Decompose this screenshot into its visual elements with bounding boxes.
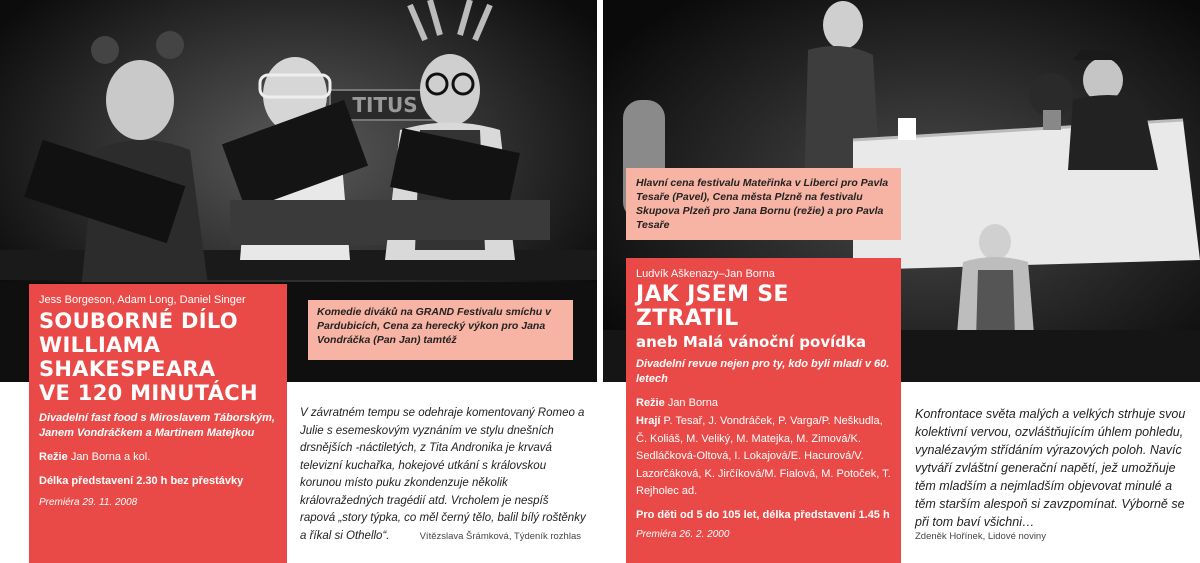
review-source-left: Vítězslava Šrámková, Týdeník rozhlas bbox=[419, 531, 581, 542]
premiere-left: Premiéra 29. 11. 2008 bbox=[39, 497, 138, 508]
duration-text: Délka představení 2.30 h bez přestávky bbox=[39, 475, 244, 487]
show-subtitle-right: aneb Malá vánoční povídka bbox=[636, 333, 867, 351]
show-title-right: JAK JSEM SE ZTRATIL bbox=[636, 282, 789, 331]
cast-list: P. Tesař, J. Vondráček, P. Varga/P. Neškudla, Č. Koliáš, M. Veliký, M. Matejka, M. Zimová/K. Sedláčková-Oltová, I. Lokajová/E. Hacurová/V. Lazorčáková, K. Jirčíková/M. Fialová, M. Potoček, T. Rejholec ad. bbox=[636, 415, 891, 497]
title-line: SOUBORNÉ DÍLO bbox=[39, 309, 238, 333]
cast-right bbox=[636, 413, 891, 501]
director-label: Režie bbox=[39, 451, 68, 463]
stage-sign-text: TITUS bbox=[352, 93, 418, 117]
award-box-left: Komedie diváků na GRAND Festivalu smíchu v Pardubicích, Cena za herecký výkon pro Jana Vondráčka (Pan Jan) tamtéž bbox=[308, 300, 573, 360]
duration-left bbox=[39, 473, 277, 489]
director-name: Jan Borna a kol. bbox=[70, 451, 151, 463]
review-text-right: Konfrontace světa malých a velkých strhuje svou kolektivní vervou, ozvláštňujícím úhlem pohledu, vynalézavým střídáním výrazových poloh. Navíc vytváří zvláštní generační napětí, jež umožňuje těm mladším a nejmladším objevovat minulé a těm starším alespoň si zavzpomínat. Výborně se při tom baví všichni… bbox=[915, 407, 1186, 529]
award-box-right: Hlavní cena festivalu Mateřinka v Liberci pro Pavla Tesaře (Pavel), Cena města Plzně na festivalu Skupova Plzeň pro Jana Bornu (režie) a pro Pavla Tesaře bbox=[626, 168, 901, 240]
show-info-box-left bbox=[29, 284, 287, 563]
duration-right bbox=[636, 507, 891, 523]
show-title-left bbox=[39, 309, 277, 405]
duration-text: Pro děti od 5 do 105 let, délka představení 1.45 h bbox=[636, 508, 890, 521]
title-line: WILLIAMA bbox=[39, 333, 161, 357]
title-line: VE 120 MINUTÁCH bbox=[39, 381, 258, 405]
director-right bbox=[636, 395, 891, 411]
cast-label: Hrají bbox=[636, 415, 661, 427]
genre-right: Divadelní revue nejen pro ty, kdo byli mladí v 60. letech bbox=[636, 358, 890, 385]
premiere-right: Premiéra 26. 2. 2000 bbox=[636, 528, 730, 540]
review-left bbox=[300, 405, 586, 545]
director-name: Jan Borna bbox=[667, 397, 718, 409]
show-info-box-right bbox=[626, 258, 901, 563]
genre-left: Divadelní fast food s Miroslavem Táborským, Janem Vondráčkem a Martinem Matejkou bbox=[39, 412, 275, 439]
review-right bbox=[915, 405, 1195, 531]
authors-left: Jess Borgeson, Adam Long, Daniel Singer bbox=[39, 294, 246, 306]
review-source-right: Zdeněk Hořínek, Lidové noviny bbox=[915, 531, 1046, 542]
authors-right: Ludvík Aškenazy–Jan Borna bbox=[636, 268, 775, 280]
review-text-left: V závratném tempu se odehraje komentovaný Romeo a Julie s esemeskovým vyznáním ve stylu dnešních drsnějších -náctiletých, z Tita Andronika je krvavá televizní kuchařka, hokejové utkání s královskou korunou místo puku zkondenzuje několik královražedných tragédií atd. Vrcholem je nespíš rapová „story týpka, co měl černý tělo, balil bílý roštěnky a říkal si Othello“. bbox=[300, 407, 586, 542]
title-line: SHAKESPEARA bbox=[39, 357, 216, 381]
director-left bbox=[39, 449, 277, 465]
director-label: Režie bbox=[636, 397, 665, 409]
